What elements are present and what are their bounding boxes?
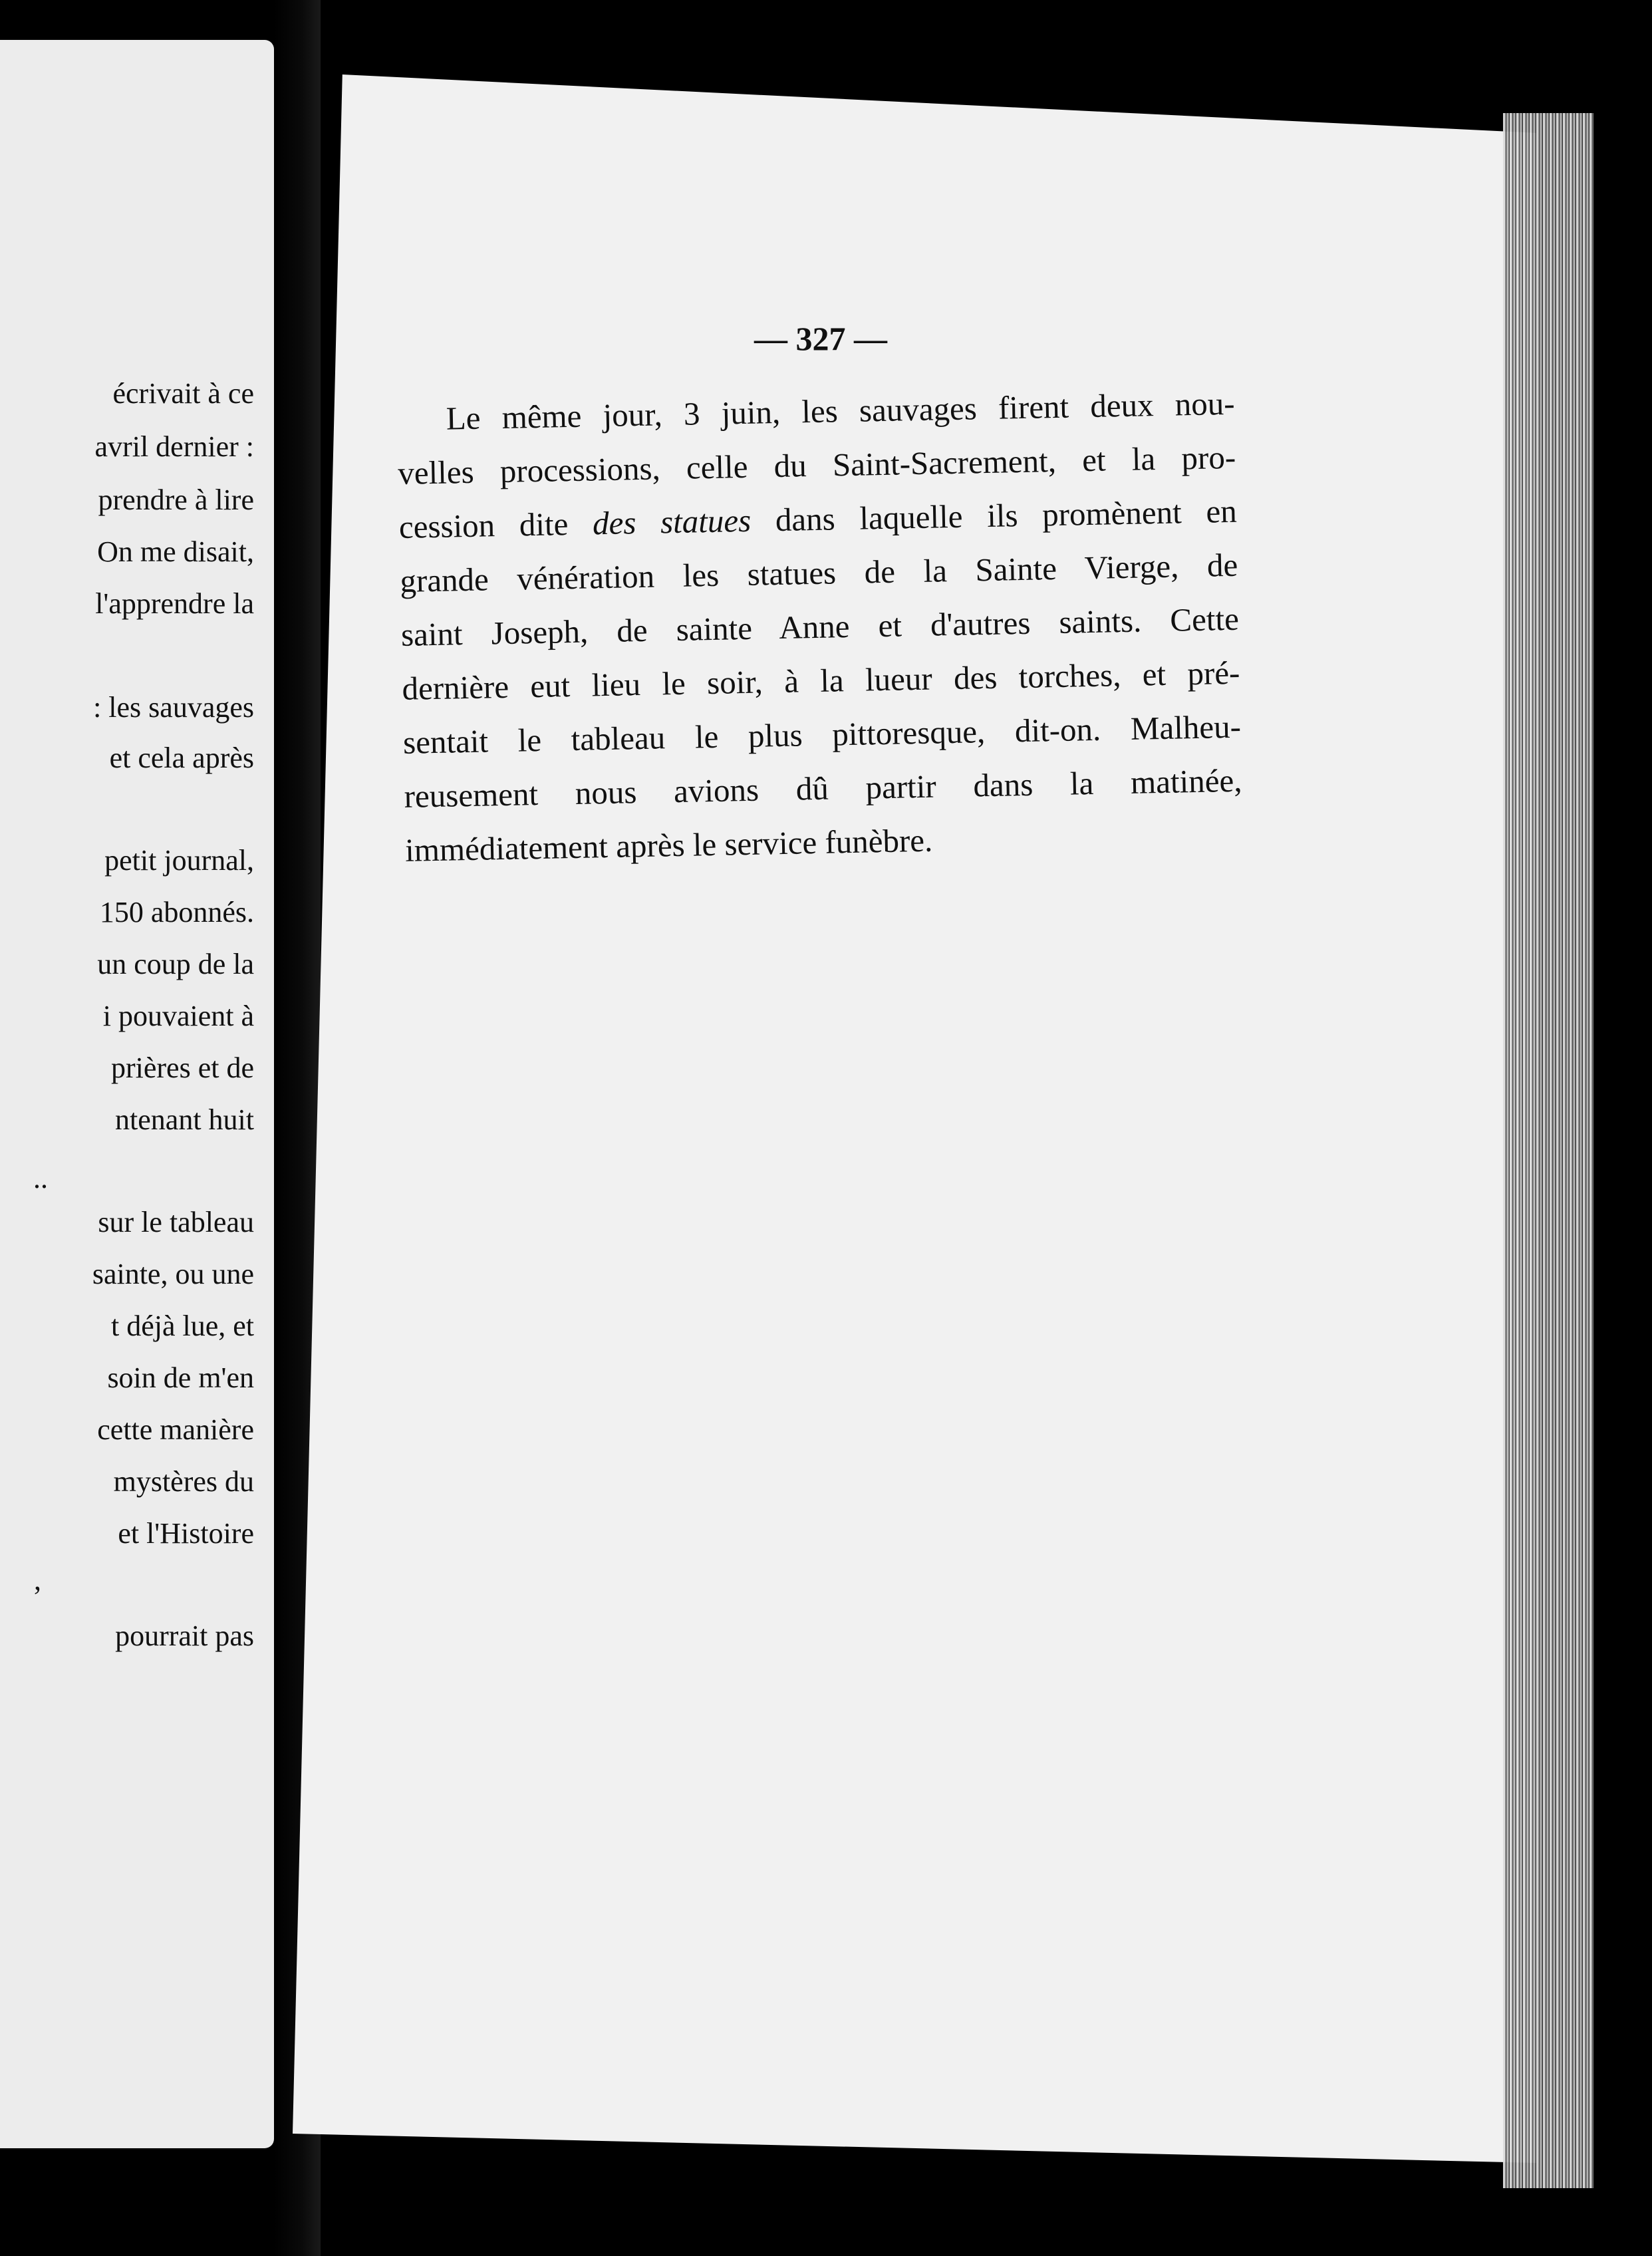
left-page-line: pourrait pas (115, 1620, 254, 1652)
left-page-line: prendre à lire (98, 484, 254, 516)
left-page-line: soin de m'en (107, 1361, 254, 1394)
left-page-line: 150 abonnés. (99, 896, 254, 928)
body-line: dernière eut lieu le soir, à la lueur des torches, et pré- (402, 654, 1240, 707)
left-facing-page (0, 40, 274, 2148)
left-page-line: petit journal, (104, 844, 254, 877)
edge-shadow (1593, 113, 1652, 2201)
left-page-line: ntenant huit (115, 1103, 254, 1136)
left-page-line: i pouvaient à (102, 1000, 254, 1032)
left-page-line: .. (33, 1162, 48, 1195)
left-page-line: On me disait, (97, 535, 254, 568)
left-page-line: cette manière (97, 1413, 254, 1446)
left-page-line: écrivait à ce (112, 377, 254, 410)
left-page-line: un coup de la (97, 948, 254, 980)
page-edges (1503, 113, 1593, 2188)
left-page-line: sainte, ou une (92, 1258, 254, 1290)
italic-phrase: des statues (592, 501, 752, 542)
left-page-line: mystères du (113, 1465, 254, 1498)
body-text-run: dans laquelle ils promènent en (750, 492, 1238, 539)
left-page-line: sur le tableau (98, 1206, 254, 1238)
body-line: Le même jour, 3 juin, les sauvages firent deux nou- (446, 384, 1236, 437)
body-line: sentait le tableau le plus pittoresque, dit-on. Malheu- (402, 708, 1242, 761)
left-page-line: et cela après (109, 742, 254, 774)
body-line: velles processions, celle du Saint-Sacrement, et la pro- (397, 438, 1236, 492)
left-page-line: avril dernier : (94, 430, 254, 463)
body-paragraph (396, 376, 1244, 877)
body-line: reusement nous avions dû partir dans la matinée, (404, 762, 1242, 815)
page-number: — 327 — (754, 320, 887, 357)
body-line: immédiatement après le service funèbre. (404, 821, 933, 869)
body-line: grande vénération les statues de la Sainte Vierge, de (399, 546, 1238, 599)
left-page-line: prières et de (111, 1052, 254, 1084)
left-page-line: : les sauvages (93, 691, 254, 724)
left-page-line: et l'Histoire (118, 1517, 254, 1550)
body-line: saint Joseph, de sainte Anne et d'autres saints. Cette (400, 600, 1240, 653)
left-page-line: l'apprendre la (95, 587, 254, 620)
left-page-line: , (34, 1564, 41, 1596)
body-text-run: cession dite (398, 505, 593, 545)
left-page-line: t déjà lue, et (110, 1310, 254, 1342)
